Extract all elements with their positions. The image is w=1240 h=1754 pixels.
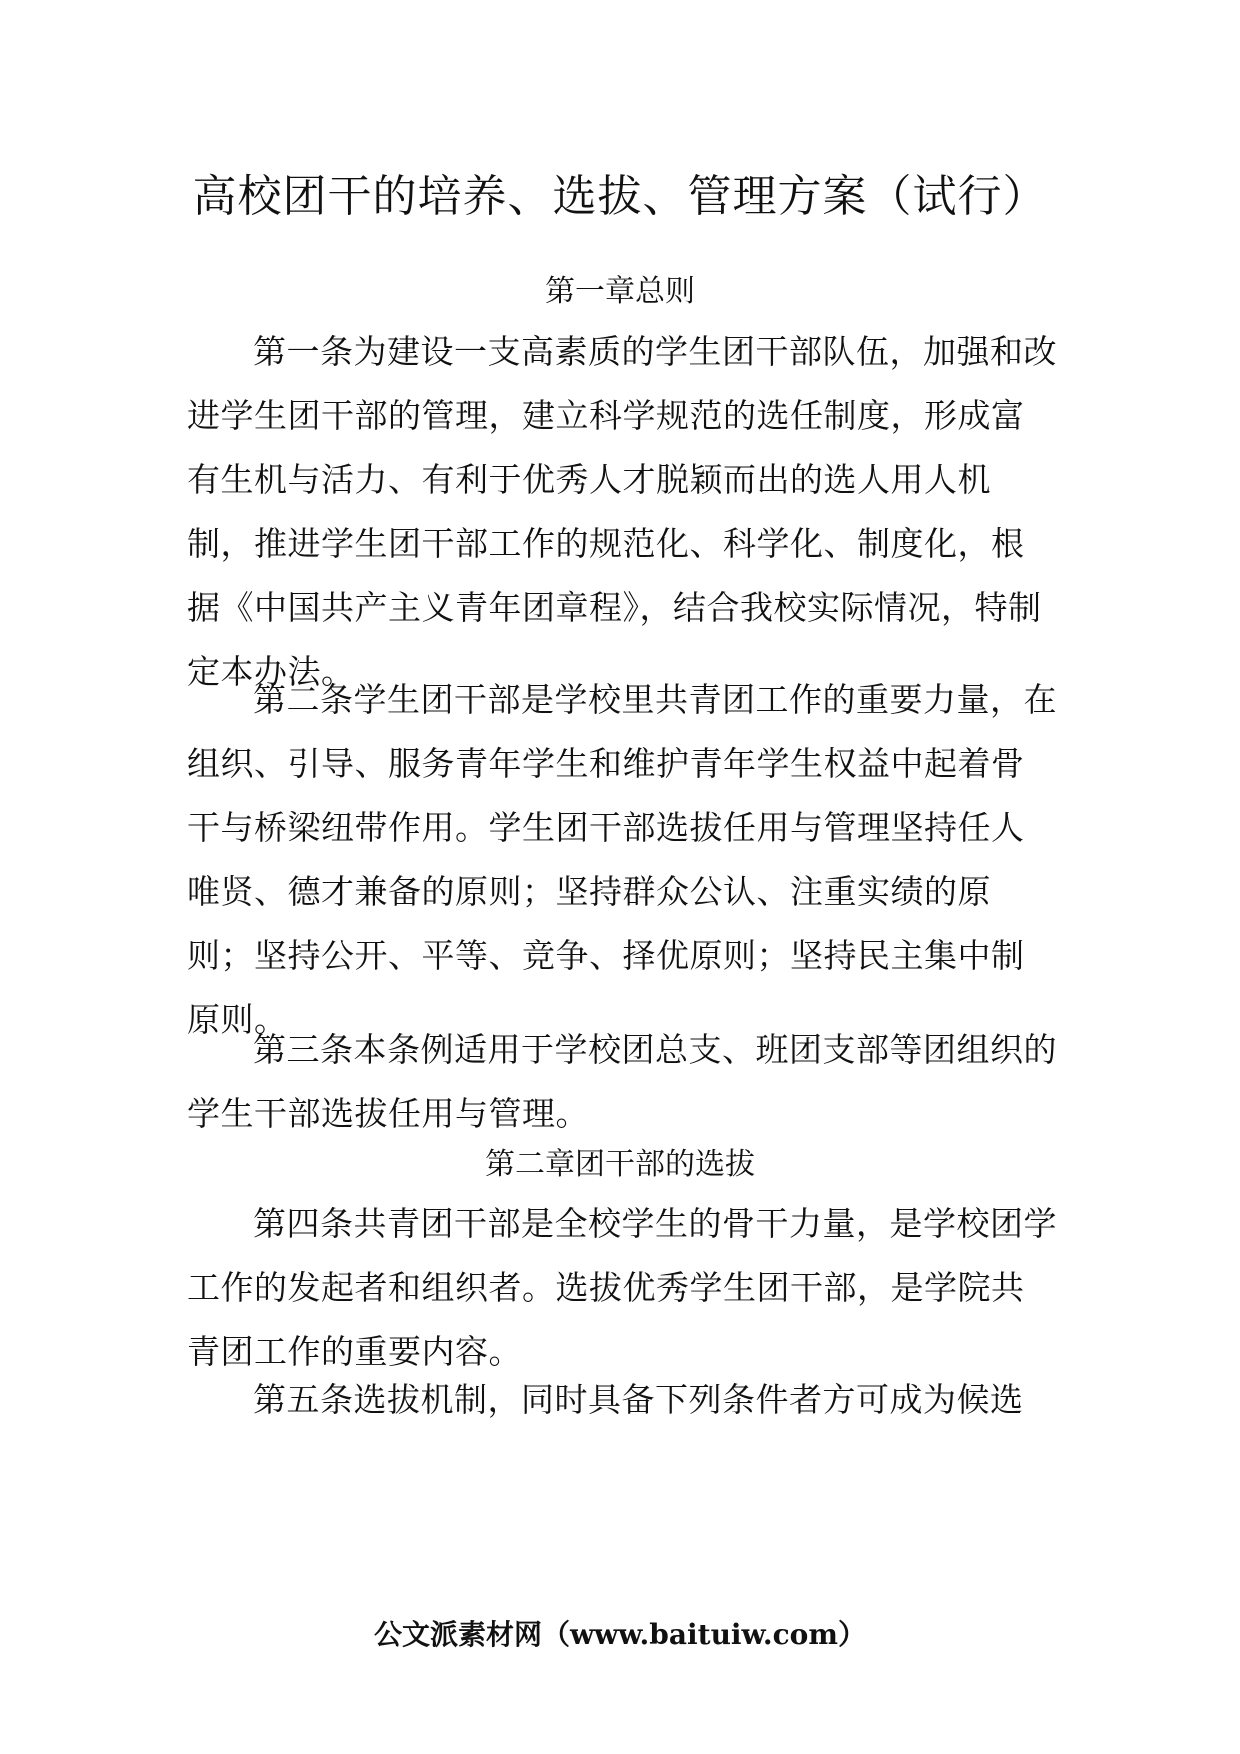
article-1: 第一条为建设一支高素质的学生团干部队伍，加强和改进学生团干部的管理，建立科学规范的选任制度，形成富有生机与活力、有利于优秀人才脱颖而出的选人用人机制，推进学生团干部工作的规范化、科学化、制度化，根据《中国共产主义青年团章程》，结合我校实际情况，特制定本办法。 — [187, 332, 1057, 691]
chapter-heading-2: 第二章团干部的选拔 — [485, 1147, 755, 1182]
article-4: 第四条共青团干部是全校学生的骨干力量，是学校团学工作的发起者和组织者。选拔优秀学生团干部，是学院共青团工作的重要内容。 — [187, 1204, 1057, 1371]
article-5: 第五条选拔机制，同时具备下列条件者方可成为候选 — [253, 1380, 1024, 1419]
article-3: 第三条本条例适用于学校团总支、班团支部等团组织的学生干部选拔任用与管理。 — [187, 1030, 1057, 1133]
footer-watermark: 公文派素材网（www.baituiw.com） — [374, 1618, 866, 1651]
document-title: 高校团干的培养、选拔、管理方案（试行） — [192, 171, 1048, 222]
chapter-heading-1: 第一章总则 — [545, 274, 695, 309]
article-2: 第二条学生团干部是学校里共青团工作的重要力量，在组织、引导、服务青年学生和维护青年学生权益中起着骨干与桥梁纽带作用。学生团干部选拔任用与管理坚持任人唯贤、德才兼备的原则；坚持群众公认、注重实绩的原则；坚持公开、平等、竞争、择优原则；坚持民主集中制原则。 — [187, 680, 1057, 1039]
